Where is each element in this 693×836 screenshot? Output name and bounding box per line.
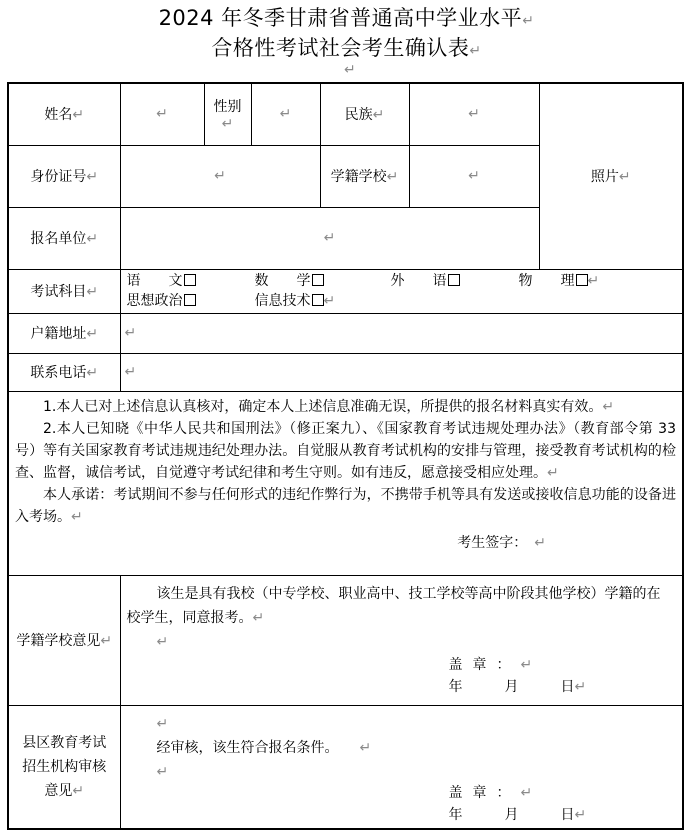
residence-field[interactable]: ↵ — [120, 313, 683, 353]
subject-math[interactable]: 数 学 — [255, 271, 391, 291]
checkbox-icon[interactable] — [312, 274, 324, 286]
residence-label: 户籍地址↵ — [8, 313, 120, 353]
ethnicity-label: 民族↵ — [320, 83, 409, 145]
id-number-field[interactable]: ↵ — [120, 145, 320, 207]
district-opinion-field[interactable] — [120, 705, 683, 829]
subject-foreign-language[interactable]: 外 语 — [391, 271, 519, 291]
school-field[interactable]: ↵ — [409, 145, 539, 207]
page-title-line1: 2024 年冬季甘肃省普通高中学业水平↵ — [158, 6, 535, 30]
subjects-field — [120, 269, 683, 313]
checkbox-icon[interactable] — [184, 294, 196, 306]
subject-politics[interactable]: 思想政治 — [127, 291, 255, 311]
checkbox-icon[interactable] — [184, 274, 196, 286]
subject-physics[interactable]: 物 理 ↵ — [518, 273, 600, 289]
name-field[interactable]: ↵ — [120, 83, 204, 145]
signature-line[interactable]: 考生签字： ↵ — [457, 534, 546, 551]
school-opinion-field[interactable] — [120, 575, 683, 705]
school-opinion-label: 学籍学校意见↵ — [8, 575, 120, 705]
checkbox-icon[interactable] — [312, 294, 324, 306]
subject-chinese[interactable]: 语 文 — [127, 271, 255, 291]
phone-label: 联系电话↵ — [8, 353, 120, 391]
school-label: 学籍学校↵ — [320, 145, 409, 207]
checkbox-icon[interactable] — [448, 274, 460, 286]
subjects-row-2 — [127, 291, 679, 311]
district-seal: 盖章：↵ 年 月 日↵ — [449, 782, 587, 826]
registration-unit-label: 报名单位↵ — [8, 207, 120, 269]
checkbox-icon[interactable] — [576, 274, 588, 286]
gender-field[interactable]: ↵ — [251, 83, 320, 145]
declaration — [8, 391, 683, 575]
subjects-label: 考试科目↵ — [8, 269, 120, 313]
subjects-row-1 — [127, 271, 679, 291]
phone-field[interactable]: ↵ — [120, 353, 683, 391]
declaration-p2: 2.本人已知晓《中华人民共和国刑法》（修正案九）、《国家教育考试违规处理办法》（教育部令第 33 号）等有关国家教育考试违规违纪处理办法。自觉服从教育考试机构的安排与管理，接受教育考试机构的检查、监督，诚信考试，自觉遵守考试纪律和考生守则。如有违反，愿意接受相应处理。↵ — [15, 420, 676, 481]
page-title-line2: 合格性考试社会考生确认表↵ — [211, 36, 482, 60]
registration-unit-field[interactable]: ↵ — [120, 207, 539, 269]
id-number-label: 身份证号↵ — [8, 145, 120, 207]
district-opinion-label: 县区教育考试 招生机构审核 意见↵ — [8, 705, 120, 829]
paragraph-mark-icon: ↵ — [344, 62, 356, 78]
gender-label: 性别↵ — [204, 83, 251, 145]
school-opinion-text: 该生是具有我校（中专学校、职业高中、技工学校等高中阶段其他学校）学籍的在校学生，同意报考。↵ ↵ — [126, 585, 661, 650]
declaration-p3: 本人承诺：考试期间不参与任何形式的违纪作弊行为，不携带手机等具有发送或接收信息功能的设备进入考场。↵ — [15, 486, 676, 525]
photo-box[interactable]: 照片↵ — [539, 83, 683, 269]
school-date: 年 月 日↵ — [448, 678, 587, 695]
name-label: 姓名↵ — [8, 83, 120, 145]
photo-label: 照片 — [590, 169, 619, 186]
ethnicity-field[interactable]: ↵ — [409, 83, 539, 145]
school-seal: 盖章：↵ 年 月 日↵ — [449, 654, 587, 698]
subject-it[interactable]: 信息技术 ↵ — [254, 293, 336, 309]
signature-label: 考生签字： — [457, 534, 521, 551]
confirmation-form — [7, 82, 684, 830]
district-opinion-text: ↵ 经审核，该生符合报名条件。 ↵ ↵ — [156, 715, 372, 780]
district-date: 年 月 日↵ — [448, 806, 587, 823]
declaration-p1: 1.本人已对上述信息认真核对，确定本人上述信息准确无误，所提供的报名材料真实有效。↵ — [43, 398, 615, 415]
